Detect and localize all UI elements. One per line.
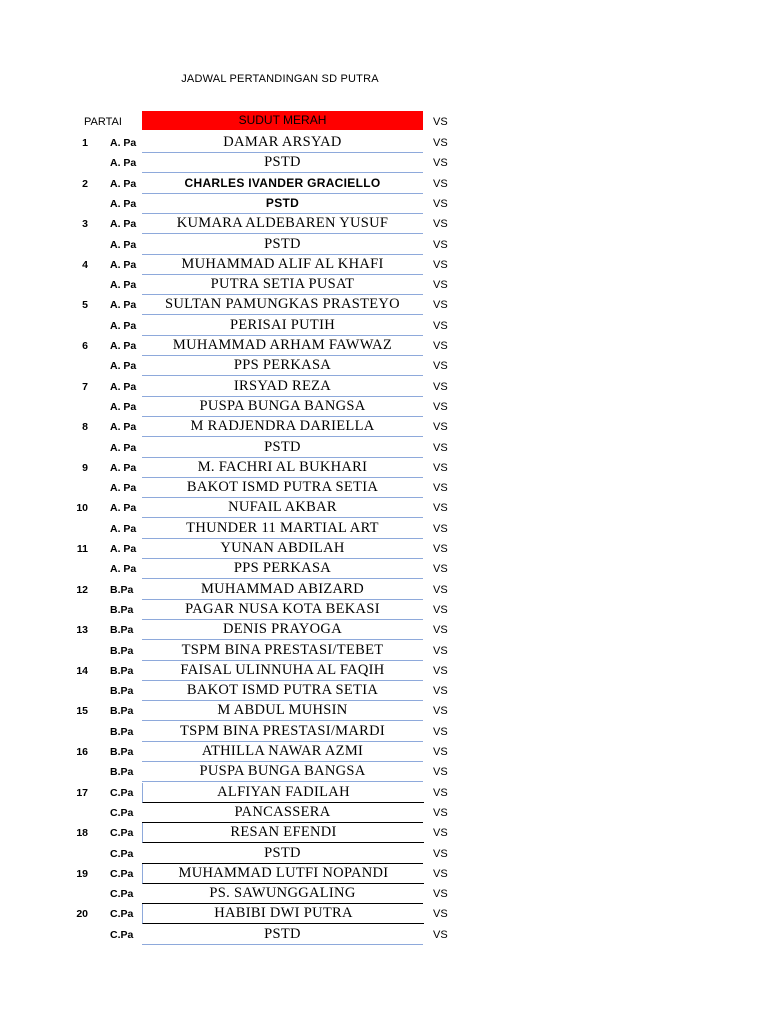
table-row bbox=[0, 153, 768, 173]
class-category: A. Pa bbox=[110, 380, 137, 393]
competitor-name: PPS PERKASA bbox=[142, 356, 423, 376]
class-category: A. Pa bbox=[110, 279, 137, 292]
vs-label: VS bbox=[433, 806, 448, 819]
class-category: C.Pa bbox=[110, 908, 134, 921]
table-row bbox=[0, 255, 768, 275]
competitor-name: PSTD bbox=[142, 844, 423, 864]
match-number: 20 bbox=[76, 908, 88, 921]
table-row bbox=[0, 458, 768, 478]
class-category: B.Pa bbox=[110, 705, 134, 718]
vs-label: VS bbox=[433, 279, 448, 292]
competitor-name: PSTD bbox=[142, 925, 423, 945]
table-row bbox=[0, 701, 768, 721]
table-row bbox=[0, 641, 768, 661]
vs-label: VS bbox=[433, 157, 448, 170]
table-row bbox=[0, 275, 768, 295]
class-category: A. Pa bbox=[110, 360, 137, 373]
table-row bbox=[0, 844, 768, 864]
competitor-name: TSPM BINA PRESTASI/MARDI bbox=[142, 722, 423, 742]
competitor-name: PSTD bbox=[142, 438, 423, 458]
class-category: A. Pa bbox=[110, 482, 137, 495]
competitor-name: SULTAN PAMUNGKAS PRASTEYO bbox=[142, 295, 423, 315]
table-row bbox=[0, 620, 768, 640]
vs-label: VS bbox=[433, 522, 448, 535]
vs-label: VS bbox=[433, 705, 448, 718]
class-category: A. Pa bbox=[110, 441, 137, 454]
competitor-name: TSPM BINA PRESTASI/TEBET bbox=[142, 641, 423, 661]
table-row bbox=[0, 722, 768, 742]
competitor-name: BAKOT ISMD PUTRA SETIA bbox=[142, 478, 423, 498]
competitor-name: HABIBI DWI PUTRA bbox=[142, 904, 424, 924]
table-row bbox=[0, 133, 768, 153]
competitor-name: FAISAL ULINNUHA AL FAQIH bbox=[142, 661, 423, 681]
class-category: B.Pa bbox=[110, 664, 134, 677]
competitor-name: DENIS PRAYOGA bbox=[142, 620, 423, 640]
competitor-name: MUHAMMAD LUTFI NOPANDI bbox=[142, 864, 424, 884]
competitor-name: MUHAMMAD ABIZARD bbox=[142, 580, 423, 600]
table-row bbox=[0, 559, 768, 579]
table-row bbox=[0, 661, 768, 681]
table-row bbox=[0, 295, 768, 315]
table-row bbox=[0, 194, 768, 214]
match-number: 19 bbox=[76, 867, 88, 880]
table-row bbox=[0, 884, 768, 904]
class-category: A. Pa bbox=[110, 522, 137, 535]
match-number: 10 bbox=[76, 502, 88, 515]
match-number: 17 bbox=[76, 786, 88, 799]
vs-label: VS bbox=[433, 766, 448, 779]
vs-label: VS bbox=[433, 888, 448, 901]
class-category: B.Pa bbox=[110, 725, 134, 738]
table-row bbox=[0, 519, 768, 539]
vs-label: VS bbox=[433, 664, 448, 677]
class-category: A. Pa bbox=[110, 157, 137, 170]
table-row bbox=[0, 580, 768, 600]
vs-label: VS bbox=[433, 827, 448, 840]
vs-label: VS bbox=[433, 685, 448, 698]
vs-label: VS bbox=[433, 928, 448, 941]
table-row bbox=[0, 742, 768, 762]
vs-label: VS bbox=[433, 746, 448, 758]
match-number: 5 bbox=[82, 299, 88, 312]
competitor-name: BAKOT ISMD PUTRA SETIA bbox=[142, 681, 423, 701]
class-category: A. Pa bbox=[110, 502, 137, 515]
competitor-name: THUNDER 11 MARTIAL ART bbox=[142, 519, 423, 539]
competitor-name: ATHILLA NAWAR AZMI bbox=[142, 742, 423, 762]
competitor-name: PUSPA BUNGA BANGSA bbox=[142, 762, 423, 782]
table-row bbox=[0, 783, 768, 803]
vs-label: VS bbox=[433, 218, 448, 231]
match-number: 18 bbox=[76, 827, 88, 840]
class-category: B.Pa bbox=[110, 603, 134, 616]
class-category: B.Pa bbox=[110, 746, 134, 758]
competitor-name: RESAN EFENDI bbox=[142, 823, 424, 843]
vs-label: VS bbox=[433, 461, 448, 474]
table-row bbox=[0, 762, 768, 782]
vs-label: VS bbox=[433, 603, 448, 616]
column-header-vs: VS bbox=[433, 116, 448, 128]
competitor-name: NUFAIL AKBAR bbox=[142, 498, 423, 518]
table-row bbox=[0, 864, 768, 884]
class-category: B.Pa bbox=[110, 583, 134, 596]
page-title: JADWAL PERTANDINGAN SD PUTRA bbox=[181, 73, 379, 85]
class-category: B.Pa bbox=[110, 624, 134, 637]
match-number: 16 bbox=[76, 746, 88, 758]
vs-label: VS bbox=[433, 197, 448, 210]
class-category: A. Pa bbox=[110, 461, 137, 474]
table-row bbox=[0, 174, 768, 194]
class-category: C.Pa bbox=[110, 867, 134, 880]
competitor-name: PANCASSERA bbox=[142, 803, 423, 823]
vs-label: VS bbox=[433, 299, 448, 312]
vs-label: VS bbox=[433, 137, 448, 149]
table-row bbox=[0, 823, 768, 843]
vs-label: VS bbox=[433, 786, 448, 799]
table-row bbox=[0, 417, 768, 437]
match-number: 6 bbox=[82, 340, 88, 352]
class-category: A. Pa bbox=[110, 258, 137, 271]
vs-label: VS bbox=[433, 908, 448, 921]
class-category: A. Pa bbox=[110, 421, 137, 434]
competitor-name: PS. SAWUNGGALING bbox=[142, 884, 423, 904]
table-row bbox=[0, 681, 768, 701]
class-category: C.Pa bbox=[110, 827, 134, 840]
vs-label: VS bbox=[433, 482, 448, 495]
competitor-name: PSTD bbox=[142, 153, 423, 173]
vs-label: VS bbox=[433, 177, 448, 190]
class-category: A. Pa bbox=[110, 543, 137, 555]
table-row bbox=[0, 397, 768, 417]
class-category: A. Pa bbox=[110, 137, 137, 149]
competitor-name: YUNAN ABDILAH bbox=[142, 539, 423, 559]
match-number: 7 bbox=[82, 380, 88, 393]
match-number: 14 bbox=[76, 664, 88, 677]
table-row bbox=[0, 438, 768, 458]
class-category: A. Pa bbox=[110, 319, 137, 332]
class-category: A. Pa bbox=[110, 197, 137, 210]
match-number: 8 bbox=[82, 421, 88, 434]
competitor-name: DAMAR ARSYAD bbox=[142, 133, 423, 153]
match-number: 3 bbox=[82, 218, 88, 231]
competitor-name: MUHAMMAD ALIF AL KHAFI bbox=[142, 255, 423, 275]
table-row bbox=[0, 600, 768, 620]
column-header-sudut-merah: SUDUT MERAH bbox=[142, 111, 423, 130]
vs-label: VS bbox=[433, 867, 448, 880]
vs-label: VS bbox=[433, 563, 448, 576]
competitor-name: PSTD bbox=[142, 235, 423, 255]
class-category: C.Pa bbox=[110, 786, 134, 799]
competitor-name: M RADJENDRA DARIELLA bbox=[142, 417, 423, 437]
vs-label: VS bbox=[433, 319, 448, 332]
class-category: A. Pa bbox=[110, 400, 137, 413]
vs-label: VS bbox=[433, 624, 448, 637]
competitor-name: MUHAMMAD ARHAM FAWWAZ bbox=[142, 336, 423, 356]
vs-label: VS bbox=[433, 400, 448, 413]
vs-label: VS bbox=[433, 340, 448, 352]
competitor-name: PUTRA SETIA PUSAT bbox=[142, 275, 423, 295]
class-category: B.Pa bbox=[110, 766, 134, 779]
table-row bbox=[0, 336, 768, 356]
vs-label: VS bbox=[433, 847, 448, 860]
table-row bbox=[0, 498, 768, 518]
match-number: 1 bbox=[82, 137, 88, 149]
vs-label: VS bbox=[433, 380, 448, 393]
vs-label: VS bbox=[433, 441, 448, 454]
vs-label: VS bbox=[433, 421, 448, 434]
table-row bbox=[0, 478, 768, 498]
match-number: 15 bbox=[76, 705, 88, 718]
class-category: C.Pa bbox=[110, 928, 134, 941]
class-category: B.Pa bbox=[110, 644, 134, 657]
vs-label: VS bbox=[433, 502, 448, 515]
match-number: 13 bbox=[76, 624, 88, 637]
table-row bbox=[0, 377, 768, 397]
vs-label: VS bbox=[433, 583, 448, 596]
class-category: A. Pa bbox=[110, 563, 137, 576]
match-number: 12 bbox=[76, 583, 88, 596]
competitor-name: PUSPA BUNGA BANGSA bbox=[142, 397, 423, 417]
class-category: B.Pa bbox=[110, 685, 134, 698]
competitor-name: PAGAR NUSA KOTA BEKASI bbox=[142, 600, 423, 620]
vs-label: VS bbox=[433, 258, 448, 271]
competitor-name: PPS PERKASA bbox=[142, 559, 423, 579]
table-row bbox=[0, 214, 768, 234]
competitor-name: M. FACHRI AL BUKHARI bbox=[142, 458, 423, 478]
table-row bbox=[0, 316, 768, 336]
class-category: C.Pa bbox=[110, 888, 134, 901]
competitor-name: PERISAI PUTIH bbox=[142, 316, 423, 336]
class-category: C.Pa bbox=[110, 806, 134, 819]
match-number: 11 bbox=[76, 543, 88, 555]
table-row bbox=[0, 235, 768, 255]
vs-label: VS bbox=[433, 644, 448, 657]
vs-label: VS bbox=[433, 238, 448, 251]
table-row bbox=[0, 356, 768, 376]
match-number: 2 bbox=[82, 177, 88, 190]
competitor-name: M ABDUL MUHSIN bbox=[142, 701, 423, 721]
class-category: A. Pa bbox=[110, 238, 137, 251]
match-number: 9 bbox=[82, 461, 88, 474]
table-row bbox=[0, 925, 768, 945]
vs-label: VS bbox=[433, 543, 448, 555]
competitor-name: ALFIYAN FADILAH bbox=[142, 783, 424, 803]
class-category: A. Pa bbox=[110, 177, 137, 190]
match-number: 4 bbox=[82, 258, 88, 271]
competitor-name: KUMARA ALDEBAREN YUSUF bbox=[142, 214, 423, 234]
competitor-name: PSTD bbox=[142, 194, 423, 214]
column-header-partai: PARTAI bbox=[84, 116, 122, 128]
vs-label: VS bbox=[433, 360, 448, 373]
class-category: A. Pa bbox=[110, 299, 137, 312]
class-category: C.Pa bbox=[110, 847, 134, 860]
class-category: A. Pa bbox=[110, 218, 137, 231]
table-row bbox=[0, 803, 768, 823]
competitor-name: IRSYAD REZA bbox=[142, 377, 423, 397]
vs-label: VS bbox=[433, 725, 448, 738]
table-row bbox=[0, 539, 768, 559]
table-row bbox=[0, 904, 768, 924]
class-category: A. Pa bbox=[110, 340, 137, 352]
competitor-name: CHARLES IVANDER GRACIELLO bbox=[142, 174, 423, 194]
